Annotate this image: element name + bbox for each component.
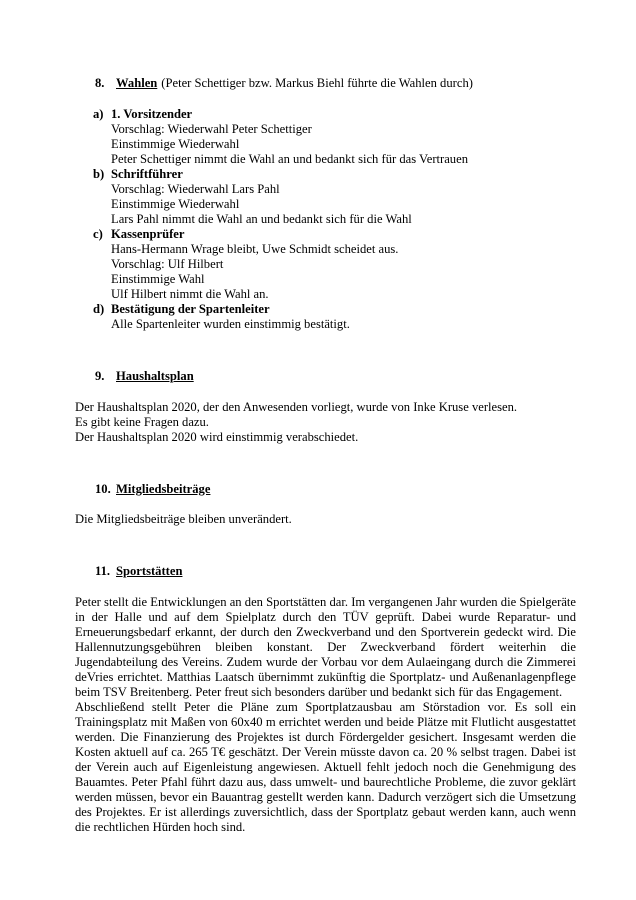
item-line: Einstimmige Wiederwahl [111, 197, 240, 211]
section-8-heading [78, 76, 576, 91]
item-letter: d) [93, 302, 105, 316]
section-10-body: Die Mitgliedsbeiträge bleiben unverändert. [75, 512, 292, 526]
item-title: Kassenprüfer [111, 227, 185, 241]
item-title: 1. Vorsitzender [111, 107, 193, 121]
item-line: Ulf Hilbert nimmt die Wahl an. [111, 287, 269, 301]
item-line: Peter Schettiger nimmt die Wahl an und bedankt sich für das Vertrauen [111, 152, 468, 166]
body-line: Der Haushaltsplan 2020, der den Anwesenden vorliegt, wurde von Inke Kruse verlesen. [75, 400, 518, 414]
body-line: Es gibt keine Fragen dazu. [75, 415, 209, 429]
section-9-heading [78, 369, 576, 384]
item-line: Einstimmige Wiederwahl [111, 137, 240, 151]
section-title: Mitgliedsbeiträge [116, 482, 211, 496]
item-line: Vorschlag: Ulf Hilbert [111, 257, 224, 271]
section-9-body [75, 400, 576, 445]
election-item-b [78, 167, 576, 227]
item-line: Hans-Hermann Wrage bleibt, Uwe Schmidt scheidet aus. [111, 242, 399, 256]
section-number: 9. [95, 369, 105, 383]
item-letter: a) [93, 107, 104, 121]
section-11-heading [78, 564, 576, 579]
election-list [78, 107, 576, 332]
body-line: Der Haushaltsplan 2020 wird einstimmig verabschiedet. [75, 430, 359, 444]
item-line: Vorschlag: Wiederwahl Peter Schettiger [111, 122, 312, 136]
body-paragraph: Peter stellt die Entwicklungen an den Sportstätten dar. Im vergangenen Jahr wurden die Spielgeräte in der Halle und auf dem Spielplatz durch den TÜV geprüft. Dabei wurde Reparatur- und Erneuerungsbedarf erkannt, der durch den Zweckverband und den Sportverein gedeckt wird. Die Hallennutzungsgebühren bleiben konstant. Der Zweckverband fördert weiterhin die Jugendabteilung des Vereins. Zudem wurde der Vorbau vor dem Aulaeingang durch die Zimmerei deVries errichtet. Matthias Laatsch übernimmt zukünftig die Sportplatz- und Außenanlagenpflege beim TSV Breitenberg. Peter freut sich besonders darüber und bedankt sich für das Engagement. [75, 595, 576, 699]
section-10-heading [78, 482, 576, 497]
item-line: Vorschlag: Wiederwahl Lars Pahl [111, 182, 280, 196]
item-line: Alle Spartenleiter wurden einstimmig bestätigt. [111, 317, 350, 331]
item-title: Bestätigung der Spartenleiter [111, 302, 270, 316]
election-item-c [78, 227, 576, 302]
body-paragraph: Abschließend stellt Peter die Pläne zum Sportplatzausbau am Störstadion vor. Es soll ein Trainingsplatz mit Maßen von 60x40 m errichtet werden und beide Plätze mit Flutlicht ausgestattet werden. Die Finanzierung des Projektes ist durch Fördergelder gesichert. Insgesamt werden die Kosten aktuell auf ca. 265 T€ geschätzt. Der Verein müsste davon ca. 20 % selbst tragen. Dabei ist der Verein auch auf Eigenleistung angewiesen. Aktuell fehlt jedoch noch die Genehmigung des Bauamtes. Peter Pfahl führt dazu aus, dass umwelt- und baurechtliche Probleme, die zuvor geklärt werden müssen, bevor ein Bauantrag gestellt werden kann. Dadurch verzögert sich die Umsetzung des Projektes. Er ist allerdings zuversichtlich, dass der Sportplatz gebaut werden kann, auch wenn die rechtlichen Hürden hoch sind. [75, 700, 576, 834]
item-line: Lars Pahl nimmt die Wahl an und bedankt sich für die Wahl [111, 212, 412, 226]
section-number: 8. [95, 76, 105, 90]
section-number: 11. [95, 564, 111, 578]
section-title: Sportstätten [116, 564, 183, 578]
item-letter: b) [93, 167, 105, 181]
election-item-d [78, 302, 576, 332]
section-title: Haushaltsplan [116, 369, 194, 383]
item-line: Einstimmige Wahl [111, 272, 205, 286]
section-title: Wahlen [116, 76, 158, 90]
section-note: (Peter Schettiger bzw. Markus Biehl führte die Wahlen durch) [161, 76, 473, 90]
election-item-a [78, 107, 576, 167]
section-number: 10. [95, 482, 111, 496]
item-title: Schriftführer [111, 167, 183, 181]
section-11-body [75, 595, 576, 835]
item-letter: c) [93, 227, 103, 241]
